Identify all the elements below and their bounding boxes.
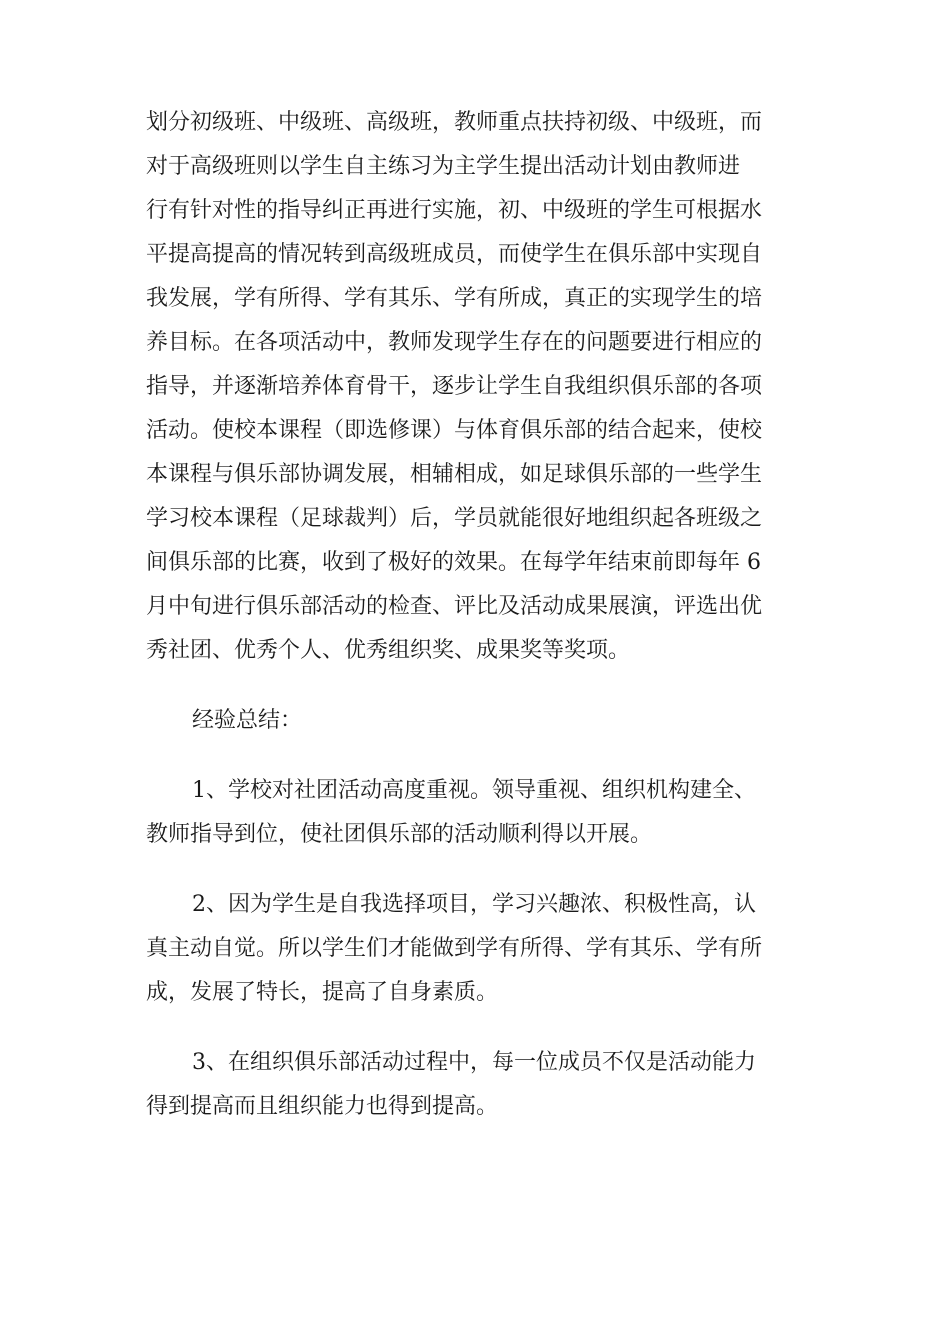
paragraph-club-levels: [146, 112, 806, 662]
text-line: 秀社团、优秀个人、优秀组织奖、成果奖等奖项。: [146, 638, 631, 663]
text-line: 成，发展了特长，提高了自身素质。: [146, 980, 499, 1005]
text-line: 活动。使校本课程（即选修课）与体育俱乐部的结合起来，使校: [146, 418, 763, 443]
text-line: 本课程与俱乐部协调发展，相辅相成，如足球俱乐部的一些学生: [146, 462, 763, 487]
text-line: 间俱乐部的比赛，收到了极好的效果。在每学年结束前即每年 6: [146, 550, 761, 575]
text-line: 行有针对性的指导纠正再进行实施，初、中级班的学生可根据水: [146, 198, 763, 223]
text-line: 我发展，学有所得、学有其乐、学有所成，真正的实现学生的培: [146, 286, 763, 311]
text-line: 真主动自觉。所以学生们才能做到学有所得、学有其乐、学有所: [146, 936, 763, 961]
paragraph-gap: [146, 846, 806, 894]
text-line: 得到提高而且组织能力也得到提高。: [146, 1094, 499, 1119]
text-line: 学习校本课程（足球裁判）后，学员就能很好地组织起各班级之: [146, 506, 763, 531]
text-line: 平提高提高的情况转到高级班成员，而使学生在俱乐部中实现自: [146, 242, 763, 267]
summary-point-3: [146, 1052, 806, 1118]
text-line: 1、学校对社团活动高度重视。领导重视、组织机构建全、: [192, 778, 756, 803]
paragraph-gap: [146, 662, 806, 710]
text-line: 教师指导到位，使社团俱乐部的活动顺利得以开展。: [146, 822, 653, 847]
summary-point-1: [146, 780, 806, 846]
text-line: 对于高级班则以学生自主练习为主学生提出活动计划由教师进: [146, 154, 741, 179]
text-line: 养目标。在各项活动中，教师发现学生存在的问题要进行相应的: [146, 330, 763, 355]
text-line: 2、因为学生是自我选择项目，学习兴趣浓、积极性高，认: [192, 892, 756, 917]
paragraph-gap: [146, 1004, 806, 1052]
text-line: 月中旬进行俱乐部活动的检查、评比及活动成果展演，评选出优: [146, 594, 763, 619]
text-line: 划分初级班、中级班、高级班，教师重点扶持初级、中级班，而: [146, 110, 763, 135]
text-line: 指导，并逐渐培养体育骨干，逐步让学生自我组织俱乐部的各项: [146, 374, 763, 399]
document-body: [146, 112, 806, 1118]
text-line: 3、在组织俱乐部活动过程中，每一位成员不仅是活动能力: [192, 1050, 756, 1075]
section-heading-summary: [146, 710, 806, 732]
paragraph-gap: [146, 732, 806, 780]
summary-point-2: [146, 894, 806, 1004]
heading-line: 经验总结：: [192, 708, 303, 733]
